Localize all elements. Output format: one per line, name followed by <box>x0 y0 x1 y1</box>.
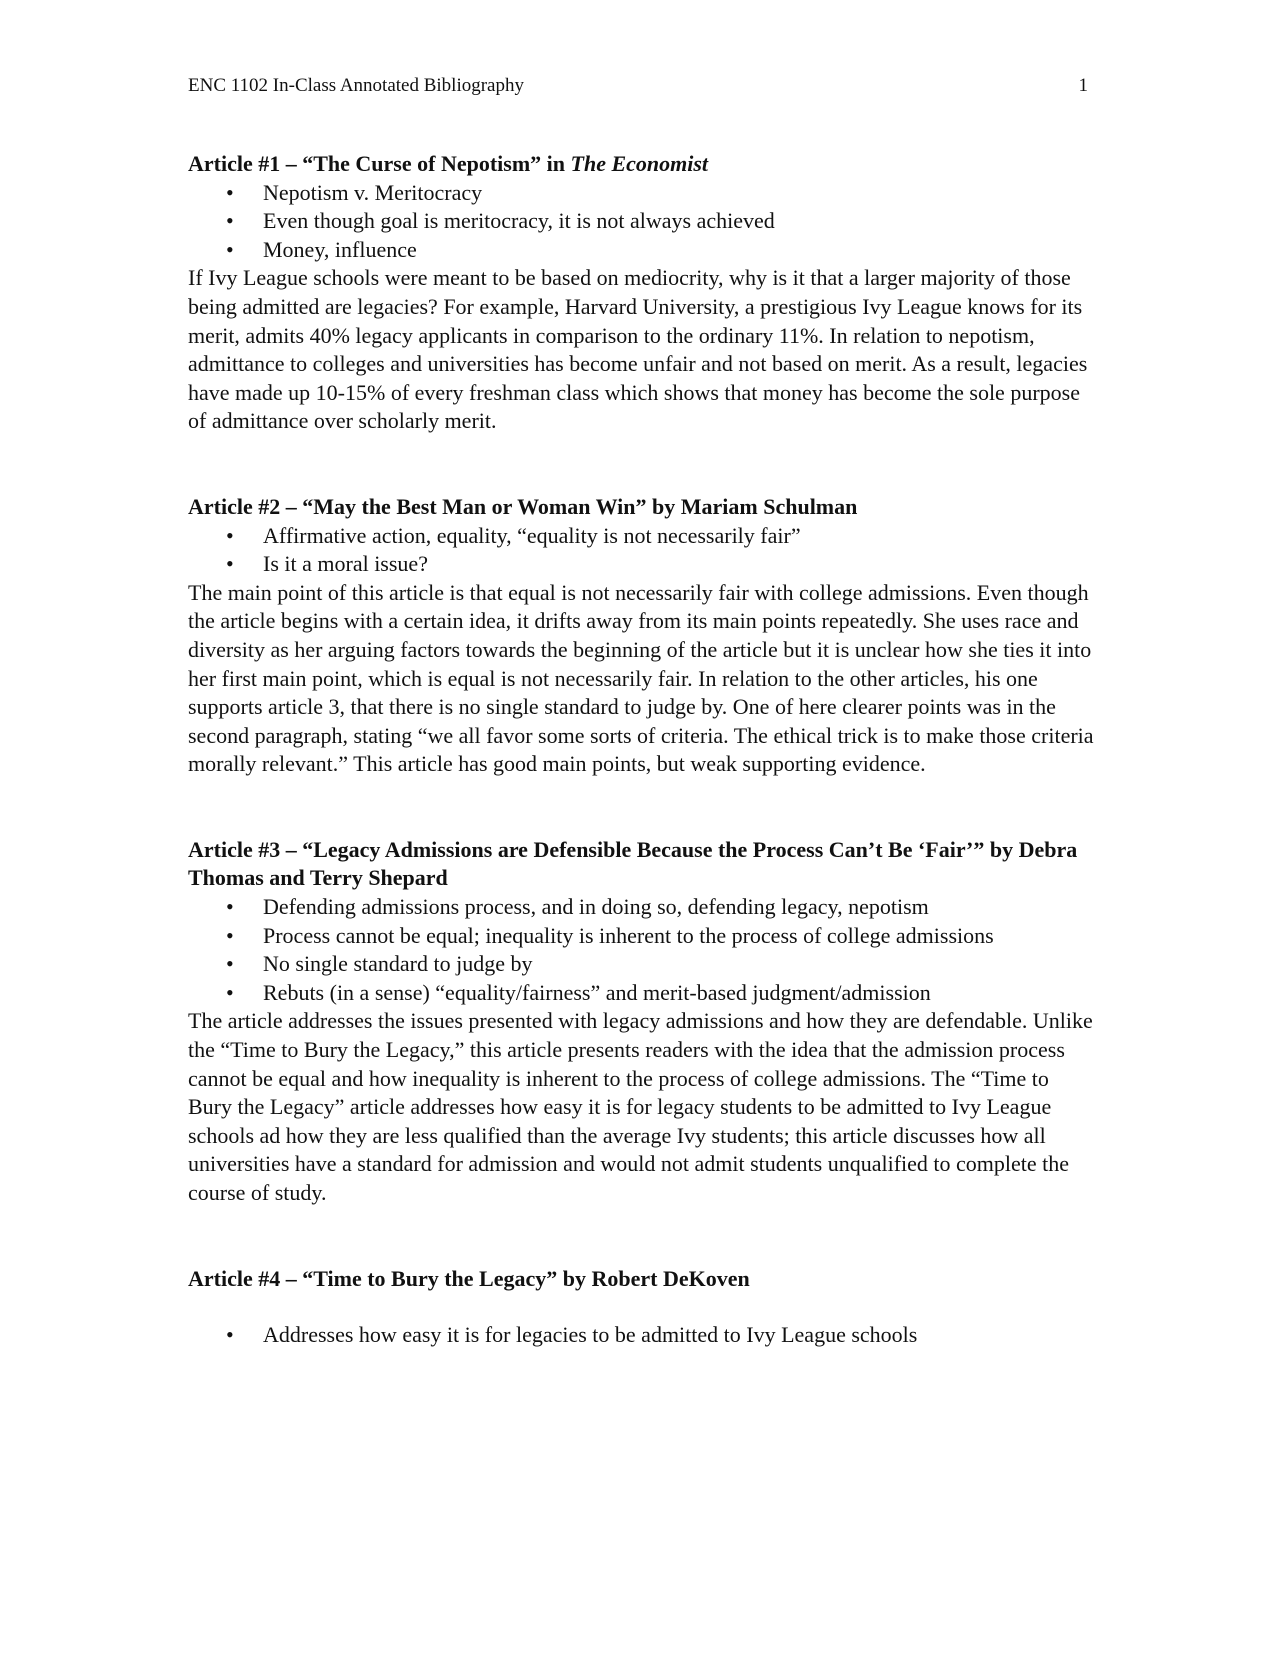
list-item-text: Even though goal is meritocracy, it is not always achieved <box>263 208 775 234</box>
list-item <box>188 522 1098 551</box>
article-3 <box>188 836 1098 1208</box>
header-title: ENC 1102 In-Class Annotated Bibliography <box>188 75 524 96</box>
bullet-icon: • <box>226 551 234 577</box>
publication-name: The Economist <box>570 151 709 176</box>
list-item-text: Nepotism v. Meritocracy <box>263 179 483 205</box>
list-item <box>188 179 1098 208</box>
article-heading <box>188 150 1098 179</box>
bullet-icon: • <box>226 179 234 205</box>
list-item <box>188 979 1098 1008</box>
bullet-icon: • <box>226 522 234 548</box>
bullet-list <box>188 522 1098 579</box>
bullet-icon: • <box>226 1322 234 1348</box>
list-item-text: Process cannot be equal; inequality is inherent to the process of college admissions <box>263 922 994 948</box>
list-item-text: Defending admissions process, and in doing so, defending legacy, nepotism <box>263 894 929 920</box>
list-item <box>188 1321 1098 1350</box>
bullet-list <box>188 893 1098 1007</box>
article-heading: Article #4 – “Time to Bury the Legacy” by Robert DeKoven <box>188 1265 750 1291</box>
bullet-icon: • <box>226 236 234 262</box>
article-4 <box>188 1265 1098 1350</box>
document-body <box>188 150 1098 1350</box>
list-item <box>188 893 1098 922</box>
bullet-icon: • <box>226 922 234 948</box>
list-item-text: No single standard to judge by <box>263 951 533 977</box>
list-item-text: Rebuts (in a sense) “equality/fairness” and merit-based judgment/admission <box>263 979 931 1005</box>
bullet-list <box>188 1321 1098 1350</box>
article-1 <box>188 150 1098 436</box>
article-heading-text: Article #1 – “The Curse of Nepotism” in <box>188 151 571 176</box>
page-number: 1 <box>1078 75 1088 96</box>
article-heading: Article #2 – “May the Best Man or Woman Win” by Mariam Schulman <box>188 493 858 519</box>
blank-line <box>188 1293 1098 1321</box>
bullet-icon: • <box>226 208 234 234</box>
list-item <box>188 550 1098 579</box>
list-item <box>188 950 1098 979</box>
bullet-icon: • <box>226 979 234 1005</box>
article-2 <box>188 493 1098 779</box>
list-item-text: Addresses how easy it is for legacies to be admitted to Ivy League schools <box>263 1322 918 1348</box>
bullet-icon: • <box>226 951 234 977</box>
article-summary: The main point of this article is that equal is not necessarily fair with college admissions. Even though the article begins with a certain idea, it drifts away from its main points repeatedly. She uses race and diversity as her arguing factors towards the beginning of the article but it is unclear how she ties it into her first main point, which is equal is not necessarily fair. In relation to the other articles, his one supports article 3, that there is no single standard to judge by. One of here clearer points was in the second paragraph, stating “we all favor some sorts of criteria. The ethical trick is to make those criteria morally relevant.” This article has good main points, but weak supporting evidence. <box>188 579 1094 777</box>
list-item-text: Affirmative action, equality, “equality is not necessarily fair” <box>263 522 801 548</box>
article-summary: If Ivy League schools were meant to be based on mediocrity, why is it that a larger majority of those being admitted are legacies? For example, Harvard University, a prestigious Ivy League knows for its merit, admits 40% legacy applicants in comparison to the ordinary 11%. In relation to nepotism, admittance to colleges and universities has become unfair and not based on merit. As a result, legacies have made up 10-15% of every freshman class which shows that money has become the sole purpose of admittance over scholarly merit. <box>188 265 1088 434</box>
list-item <box>188 207 1098 236</box>
list-item-text: Money, influence <box>263 236 417 262</box>
article-summary: The article addresses the issues presented with legacy admissions and how they are defendable. Unlike the “Time to Bury the Legacy,” this article presents readers with the idea that the admission process cannot be equal and how inequality is inherent to the process of college admissions. The “Time to Bury the Legacy” article addresses how easy it is for legacy students to be admitted to Ivy League schools ad how they are less qualified than the average Ivy students; this article discusses how all universities have a standard for admission and would not admit students unqualified to complete the course of study. <box>188 1008 1093 1205</box>
list-item-text: Is it a moral issue? <box>263 551 428 577</box>
article-heading: Article #3 – “Legacy Admissions are Defensible Because the Process Can’t Be ‘Fair’” by Debra Thomas and Terry Shepard <box>188 836 1078 891</box>
list-item <box>188 236 1098 265</box>
list-item <box>188 922 1098 951</box>
bullet-list <box>188 179 1098 265</box>
bullet-icon: • <box>226 894 234 920</box>
